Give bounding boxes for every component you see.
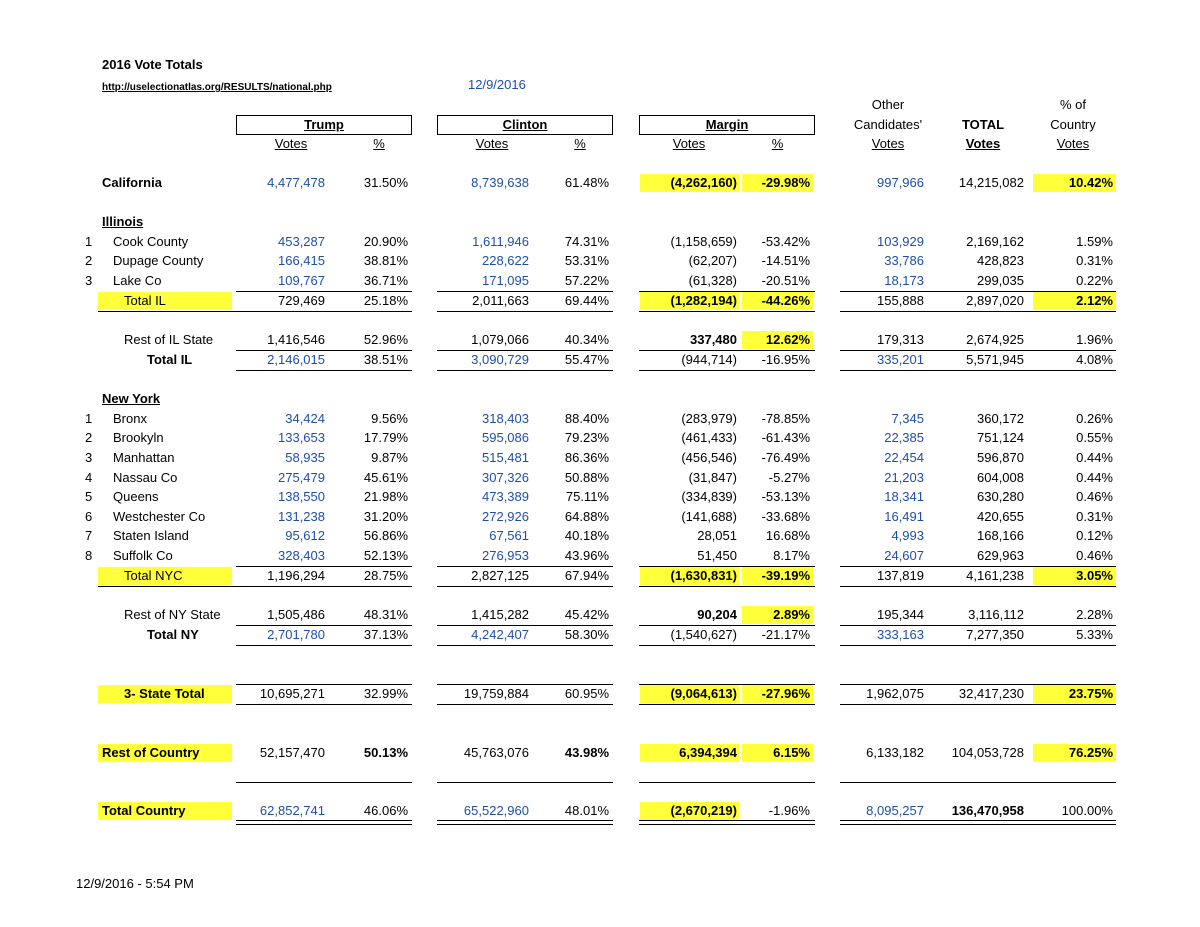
table-cell: -21.17%: [761, 627, 810, 642]
table-cell: (334,839): [681, 489, 737, 504]
table-cell: (61,328): [688, 273, 737, 288]
rule-line: [840, 704, 1116, 705]
table-cell: 515,481: [482, 450, 529, 465]
table-cell: 3.05%: [1076, 568, 1113, 583]
table-cell: 1,079,066: [471, 332, 529, 347]
row-label: Rest of IL State: [124, 332, 214, 347]
report-date: 12/9/2016: [468, 77, 526, 92]
rule-line: [840, 350, 1116, 351]
table-cell: 58,935: [285, 450, 325, 465]
table-cell: 19,759,884: [463, 686, 529, 701]
rule-line: [437, 566, 613, 567]
row-number: 4: [85, 470, 93, 485]
row-label: Bronx: [113, 411, 147, 426]
table-cell: 52.13%: [363, 548, 408, 563]
table-cell: 8,095,257: [866, 803, 924, 818]
table-cell: -14.51%: [761, 253, 810, 268]
table-cell: 36.71%: [363, 273, 408, 288]
rule-line: [639, 782, 815, 783]
table-cell: 168,166: [977, 528, 1024, 543]
table-cell: 473,389: [482, 489, 529, 504]
row-number: 1: [85, 234, 93, 249]
table-cell: (31,847): [688, 470, 737, 485]
total-votes-subheader: Votes: [965, 136, 1001, 151]
row-label: Total IL: [124, 293, 166, 308]
table-cell: 2,169,162: [966, 234, 1024, 249]
table-cell: 3,090,729: [471, 352, 529, 367]
table-cell: 179,313: [877, 332, 924, 347]
table-cell: (1,158,659): [670, 234, 737, 249]
row-label: Total NY: [147, 627, 199, 642]
table-cell: 2,897,020: [966, 293, 1024, 308]
table-cell: 1,196,294: [267, 568, 325, 583]
table-cell: 52.96%: [363, 332, 408, 347]
table-cell: (9,064,613): [670, 686, 737, 701]
rule-line: [840, 370, 1116, 371]
table-cell: 5,571,945: [966, 352, 1024, 367]
table-cell: 8.17%: [773, 548, 810, 563]
table-cell: 428,823: [977, 253, 1024, 268]
table-cell: 629,963: [977, 548, 1024, 563]
rule-line: [840, 291, 1116, 292]
table-cell: 228,622: [482, 253, 529, 268]
rule-line: [236, 704, 412, 705]
table-cell: 76.25%: [1068, 745, 1113, 760]
row-number: 2: [85, 430, 93, 445]
table-cell: 276,953: [482, 548, 529, 563]
rule-line: [437, 370, 613, 371]
rule-line: [437, 704, 613, 705]
table-cell: 751,124: [977, 430, 1024, 445]
table-cell: 34,424: [285, 411, 325, 426]
row-label: Lake Co: [113, 273, 162, 288]
table-cell: 16.68%: [765, 528, 810, 543]
row-label: Total NYC: [124, 568, 183, 583]
rule-line: [98, 586, 412, 587]
table-cell: 45.61%: [363, 470, 408, 485]
row-label: Rest of Country: [102, 745, 200, 760]
table-cell: 20.90%: [363, 234, 408, 249]
table-cell: 997,966: [877, 175, 924, 190]
table-cell: 5.33%: [1076, 627, 1113, 642]
table-cell: 69.44%: [564, 293, 609, 308]
table-cell: 596,870: [977, 450, 1024, 465]
table-cell: 28.75%: [363, 568, 408, 583]
table-cell: 88.40%: [564, 411, 609, 426]
table-cell: -20.51%: [761, 273, 810, 288]
rule-line: [639, 586, 815, 587]
source-link[interactable]: http://uselectionatlas.org/RESULTS/national.php: [102, 82, 332, 93]
table-cell: 40.18%: [564, 528, 609, 543]
other-header-line1: Other: [871, 97, 905, 112]
table-cell: 2.89%: [773, 607, 810, 622]
trump-pct-subheader: %: [373, 136, 385, 151]
table-cell: 166,415: [278, 253, 325, 268]
row-number: 1: [85, 411, 93, 426]
table-cell: 45.42%: [564, 607, 609, 622]
row-label: Queens: [113, 489, 159, 504]
table-cell: 32,417,230: [958, 686, 1024, 701]
table-cell: 10.42%: [1068, 175, 1113, 190]
table-cell: 104,053,728: [951, 745, 1024, 760]
table-cell: 131,238: [278, 509, 325, 524]
table-cell: 275,479: [278, 470, 325, 485]
table-cell: 45,763,076: [463, 745, 529, 760]
rule-line: [840, 311, 1116, 312]
row-number: 2: [85, 253, 93, 268]
table-cell: 318,403: [482, 411, 529, 426]
table-cell: 14,215,082: [958, 175, 1024, 190]
double-rule: [639, 820, 815, 825]
table-cell: (141,688): [681, 509, 737, 524]
table-cell: (1,282,194): [670, 293, 737, 308]
pct-country-votes-subheader: Votes: [1056, 136, 1090, 151]
page-title: 2016 Vote Totals: [102, 57, 203, 72]
rule-line: [437, 311, 613, 312]
row-label: Total IL: [147, 352, 193, 367]
row-label: Rest of NY State: [124, 607, 221, 622]
table-cell: 46.06%: [363, 803, 408, 818]
table-cell: 16,491: [884, 509, 924, 524]
rule-line: [639, 704, 815, 705]
table-cell: (2,670,219): [670, 803, 737, 818]
table-cell: -53.42%: [761, 234, 810, 249]
table-cell: 21.98%: [363, 489, 408, 504]
row-label: Nassau Co: [113, 470, 178, 485]
table-cell: (283,979): [681, 411, 737, 426]
table-cell: 67.94%: [564, 568, 609, 583]
table-cell: 335,201: [877, 352, 924, 367]
table-cell: 328,403: [278, 548, 325, 563]
section-illinois: Illinois: [102, 214, 144, 229]
table-cell: 109,767: [278, 273, 325, 288]
table-cell: (62,207): [688, 253, 737, 268]
table-cell: 24,607: [884, 548, 924, 563]
rule-line: [236, 370, 412, 371]
table-cell: 0.22%: [1076, 273, 1113, 288]
table-cell: 9.56%: [371, 411, 408, 426]
table-cell: 1,415,282: [471, 607, 529, 622]
pct-country-header-line2: Country: [1050, 117, 1096, 132]
row-number: 6: [85, 509, 93, 524]
table-cell: -44.26%: [761, 293, 810, 308]
rule-line: [639, 311, 815, 312]
table-cell: 0.31%: [1076, 509, 1113, 524]
table-cell: 95,612: [285, 528, 325, 543]
footer-timestamp: 12/9/2016 - 5:54 PM: [76, 876, 194, 891]
table-cell: 51,450: [697, 548, 737, 563]
row-number: 3: [85, 273, 93, 288]
margin-pct-subheader: %: [771, 136, 784, 151]
table-cell: 25.18%: [363, 293, 408, 308]
table-cell: 50.88%: [564, 470, 609, 485]
clinton-pct-subheader: %: [574, 136, 586, 151]
table-cell: (456,546): [681, 450, 737, 465]
rule-line: [236, 350, 412, 351]
table-cell: -39.19%: [761, 568, 810, 583]
rule-line: [98, 311, 412, 312]
rule-line: [840, 782, 1116, 783]
table-cell: 171,095: [482, 273, 529, 288]
table-cell: 7,345: [891, 411, 924, 426]
double-rule: [236, 820, 412, 825]
rule-line: [639, 350, 815, 351]
rule-line: [437, 291, 613, 292]
table-cell: 2.12%: [1076, 293, 1113, 308]
table-cell: 155,888: [877, 293, 924, 308]
pct-country-header-line1: % of: [1059, 97, 1086, 112]
table-cell: 4,242,407: [471, 627, 529, 642]
table-cell: 6,394,394: [679, 745, 737, 760]
table-cell: 0.44%: [1076, 470, 1113, 485]
table-cell: -76.49%: [761, 450, 810, 465]
rule-line: [639, 291, 815, 292]
table-cell: 62,852,741: [259, 803, 325, 818]
rule-line: [840, 566, 1116, 567]
other-votes-subheader: Votes: [871, 136, 905, 151]
rule-line: [840, 684, 1116, 685]
table-cell: 31.50%: [363, 175, 408, 190]
rule-line: [437, 782, 613, 783]
table-cell: 6.15%: [773, 745, 810, 760]
table-cell: 453,287: [278, 234, 325, 249]
table-cell: 0.31%: [1076, 253, 1113, 268]
table-cell: -78.85%: [761, 411, 810, 426]
table-cell: 74.31%: [564, 234, 609, 249]
table-cell: 38.51%: [363, 352, 408, 367]
table-cell: 299,035: [977, 273, 1024, 288]
table-cell: 50.13%: [363, 745, 408, 760]
table-cell: 22,385: [884, 430, 924, 445]
table-cell: 38.81%: [363, 253, 408, 268]
table-cell: -1.96%: [768, 803, 810, 818]
rule-line: [639, 645, 815, 646]
row-label: Cook County: [113, 234, 189, 249]
table-cell: 729,469: [278, 293, 325, 308]
table-cell: (1,540,627): [670, 627, 737, 642]
margin-header: Margin: [705, 117, 749, 132]
table-cell: (1,630,831): [670, 568, 737, 583]
rule-line: [639, 370, 815, 371]
table-cell: 56.86%: [363, 528, 408, 543]
table-cell: -61.43%: [761, 430, 810, 445]
table-cell: 4,477,478: [267, 175, 325, 190]
rule-line: [437, 645, 613, 646]
table-cell: -29.98%: [761, 175, 810, 190]
table-cell: 55.47%: [564, 352, 609, 367]
table-cell: 0.46%: [1076, 489, 1113, 504]
table-cell: 67,561: [489, 528, 529, 543]
rule-line: [236, 291, 412, 292]
table-cell: 272,926: [482, 509, 529, 524]
table-cell: 7,277,350: [966, 627, 1024, 642]
table-cell: 103,929: [877, 234, 924, 249]
table-cell: 40.34%: [564, 332, 609, 347]
table-cell: -27.96%: [761, 686, 810, 701]
table-cell: 60.95%: [564, 686, 609, 701]
rule-line: [236, 625, 412, 626]
rule-line: [840, 645, 1116, 646]
table-cell: 58.30%: [564, 627, 609, 642]
table-cell: 64.88%: [564, 509, 609, 524]
double-rule: [840, 820, 1116, 825]
table-cell: 90,204: [697, 607, 737, 622]
clinton-votes-subheader: Votes: [475, 136, 509, 151]
table-cell: 137,819: [877, 568, 924, 583]
table-cell: 2,011,663: [472, 293, 529, 308]
clinton-header: Clinton: [502, 117, 548, 132]
table-cell: -16.95%: [761, 352, 810, 367]
table-cell: 630,280: [977, 489, 1024, 504]
rule-line: [639, 566, 815, 567]
table-cell: 4.08%: [1076, 352, 1113, 367]
row-label: California: [102, 175, 162, 190]
trump-votes-subheader: Votes: [274, 136, 308, 151]
table-cell: 2,146,015: [267, 352, 325, 367]
table-cell: 37.13%: [363, 627, 408, 642]
row-number: 7: [85, 528, 93, 543]
table-cell: 65,522,960: [463, 803, 529, 818]
table-cell: 1.96%: [1076, 332, 1113, 347]
table-cell: 18,173: [884, 273, 924, 288]
table-cell: 1,962,075: [866, 686, 924, 701]
table-cell: 48.31%: [363, 607, 408, 622]
row-label: Manhattan: [113, 450, 175, 465]
table-cell: 28,051: [697, 528, 737, 543]
table-cell: 595,086: [482, 430, 529, 445]
table-cell: 79.23%: [564, 430, 609, 445]
table-cell: 75.11%: [565, 489, 609, 504]
row-number: 8: [85, 548, 93, 563]
row-label: Total Country: [102, 803, 186, 818]
table-cell: 4,161,238: [966, 568, 1024, 583]
table-cell: 61.48%: [564, 175, 609, 190]
table-cell: 3,116,112: [968, 607, 1024, 622]
table-cell: 2,701,780: [267, 627, 325, 642]
table-cell: (461,433): [681, 430, 737, 445]
table-cell: -53.13%: [761, 489, 810, 504]
table-cell: -5.27%: [768, 470, 810, 485]
margin-votes-subheader: Votes: [672, 136, 706, 151]
row-number: 5: [85, 489, 93, 504]
rule-line: [437, 625, 613, 626]
table-cell: 0.26%: [1076, 411, 1113, 426]
table-cell: 1,505,486: [267, 607, 325, 622]
table-cell: 138,550: [278, 489, 325, 504]
rule-line: [437, 350, 613, 351]
table-cell: 1,416,546: [267, 332, 325, 347]
table-cell: 307,326: [482, 470, 529, 485]
table-cell: 1.59%: [1076, 234, 1113, 249]
table-cell: 604,008: [977, 470, 1024, 485]
table-cell: 360,172: [977, 411, 1024, 426]
rule-line: [236, 566, 412, 567]
table-cell: 52,157,470: [259, 745, 325, 760]
table-cell: 22,454: [884, 450, 924, 465]
table-cell: 4,993: [891, 528, 924, 543]
table-cell: (944,714): [681, 352, 737, 367]
table-cell: 1,611,946: [472, 234, 529, 249]
table-cell: 420,655: [977, 509, 1024, 524]
table-cell: 10,695,271: [259, 686, 325, 701]
rule-line: [639, 684, 815, 685]
table-cell: 12.62%: [765, 332, 810, 347]
table-cell: 43.98%: [564, 745, 609, 760]
row-label: Brookyln: [113, 430, 164, 445]
rule-line: [840, 625, 1116, 626]
rule-line: [236, 645, 412, 646]
other-header-line2: Candidates': [853, 117, 923, 132]
rule-line: [840, 586, 1116, 587]
total-header: TOTAL: [961, 117, 1005, 132]
row-label: Suffolk Co: [113, 548, 173, 563]
table-cell: 32.99%: [363, 686, 408, 701]
table-cell: 136,470,958: [951, 803, 1024, 818]
table-cell: 21,203: [884, 470, 924, 485]
row-number: 3: [85, 450, 93, 465]
table-cell: 2,674,925: [966, 332, 1024, 347]
table-cell: 100.00%: [1061, 803, 1113, 818]
rule-line: [236, 782, 412, 783]
table-cell: 57.22%: [564, 273, 609, 288]
table-cell: 17.79%: [363, 430, 408, 445]
table-cell: 0.55%: [1076, 430, 1113, 445]
table-cell: 333,163: [877, 627, 924, 642]
table-cell: (4,262,160): [670, 175, 737, 190]
table-cell: 23.75%: [1068, 686, 1113, 701]
table-cell: 337,480: [690, 332, 737, 347]
table-cell: 2,827,125: [471, 568, 529, 583]
table-cell: 9.87%: [371, 450, 408, 465]
table-cell: 6,133,182: [866, 745, 924, 760]
table-cell: 8,739,638: [471, 175, 529, 190]
table-cell: 18,341: [884, 489, 924, 504]
table-cell: 0.44%: [1076, 450, 1113, 465]
rule-line: [236, 684, 412, 685]
table-cell: 43.96%: [564, 548, 609, 563]
rule-line: [639, 625, 815, 626]
rule-line: [437, 684, 613, 685]
section-new-york: New York: [102, 391, 161, 406]
table-cell: 195,344: [877, 607, 924, 622]
table-cell: 133,653: [278, 430, 325, 445]
table-cell: 0.12%: [1076, 528, 1113, 543]
rule-line: [437, 586, 613, 587]
table-cell: 2.28%: [1076, 607, 1113, 622]
table-cell: 86.36%: [564, 450, 609, 465]
row-label: 3- State Total: [124, 686, 205, 701]
row-label: Westchester Co: [113, 509, 206, 524]
table-cell: 48.01%: [564, 803, 609, 818]
table-cell: 53.31%: [564, 253, 609, 268]
trump-header: Trump: [304, 117, 344, 132]
row-label: Dupage County: [113, 253, 204, 268]
table-cell: 33,786: [884, 253, 924, 268]
double-rule: [437, 820, 613, 825]
row-label: Staten Island: [113, 528, 189, 543]
table-cell: -33.68%: [761, 509, 810, 524]
table-cell: 31.20%: [363, 509, 408, 524]
table-cell: 0.46%: [1076, 548, 1113, 563]
